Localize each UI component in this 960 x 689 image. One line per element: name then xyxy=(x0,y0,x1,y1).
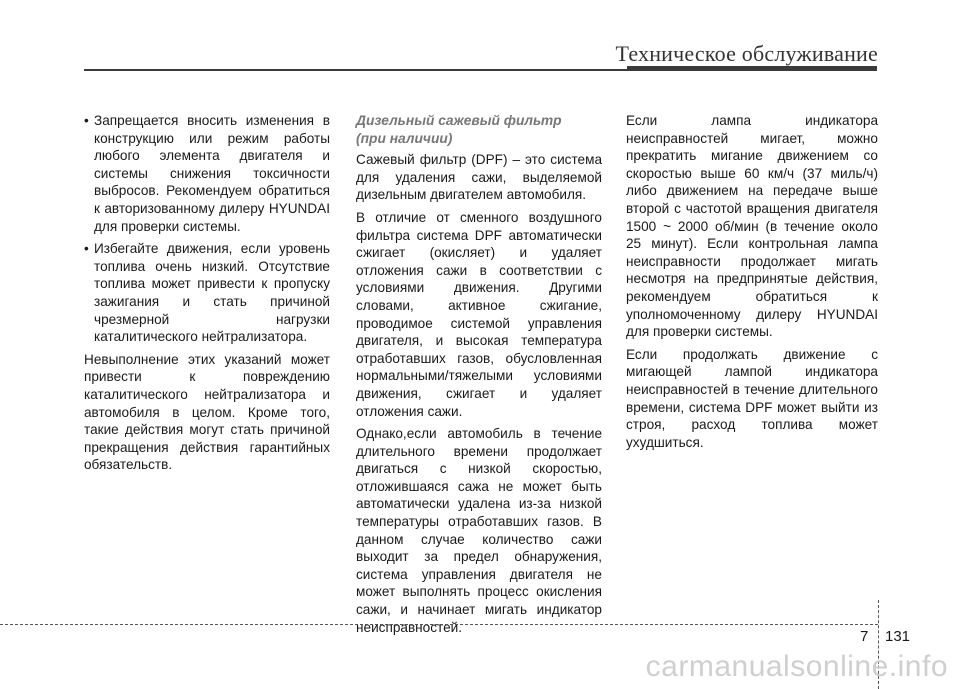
body-paragraph: Невыполнение этих указаний может привести к повреждению каталитического нейтрализатора и автомобиля в целом. Кроме того, такие действия могут стать причиной прекращения действия гарантийных обязательств. xyxy=(84,351,330,473)
section-title-line: Дизельный сажевый фильтр xyxy=(356,113,562,128)
body-paragraph: В отличие от сменного воздушного фильтра система DPF автоматически сжигает (окисляет) и удаляет отложения сажи в соответствии с условиями движения. Другими словами, активное сжигание, проводимое системой управления двигателя, и высокая температура отработавших газов, обусловленная нормальными/тяжелыми условиями движения, сжигает и удаляет отложения сажи. xyxy=(356,209,602,419)
warning-list xyxy=(84,112,330,346)
chapter-number: 7 xyxy=(860,628,869,645)
right-column xyxy=(626,112,878,456)
page-number: 131 xyxy=(885,628,911,645)
header-rule-accent xyxy=(627,66,877,71)
body-paragraph: Если лампа индикатора неисправностей мигает, можно прекратить мигание движением со скоростью выше 60 км/ч (37 миль/ч) либо движением на передаче выше второй с частотой вращения двигателя 1500 ~ 2000 об/мин (в течение около 25 минут). Если контрольная лампа неисправности продолжает мигать несмотря на предпринятые действия, рекомендуем обратиться к уполномоченному дилеру HYUNDAI для проверки системы. xyxy=(626,113,878,340)
body-paragraph: Сажевый фильтр (DPF) – это система для удаления сажи, выделяемой дизельным двигателем автомобиля. xyxy=(356,152,602,203)
list-item: • Запрещается вносить изменения в конструкцию или режим работы любого элемента двигателя и системы снижения токсичности выбросов. Рекомендуем обратиться к авторизованному дилеру HYUNDAI для проверки системы. xyxy=(84,112,330,235)
watermark-text: carmanualsonline.info xyxy=(645,650,948,683)
footer-dashed-rule xyxy=(0,624,878,625)
page-header-title: Техническое обслуживание xyxy=(615,41,878,66)
left-column xyxy=(84,112,330,479)
body-paragraph: Однако,если автомобиль в течение длительного времени продолжает двигаться с низкой скоростью, отложившаяся сажа не может быть автоматически удалена из-за низкой температуры отработавших газов. В данном случае количество сажи выходит за предел обнаружения, система управления двигателя не может выполнять процесс окисления сажи, и начинает мигать индикатор неисправностей. xyxy=(356,426,602,635)
middle-column xyxy=(356,112,602,641)
section-title-subline: (при наличии) xyxy=(356,130,453,146)
section-title xyxy=(356,112,602,147)
body-paragraph: Если продолжать движение с мигающей лампой индикатора неисправностей в течение длительного времени, система DPF может выйти из строя, расход топлива может ухудшиться. xyxy=(626,346,878,450)
list-item: • Избегайте движения, если уровень топлива очень низкий. Отсутствие топлива может привести к пропуску зажигания и стать причиной чрезмерной нагрузки каталитического нейтрализатора. xyxy=(84,240,330,346)
header-rule xyxy=(84,69,627,71)
